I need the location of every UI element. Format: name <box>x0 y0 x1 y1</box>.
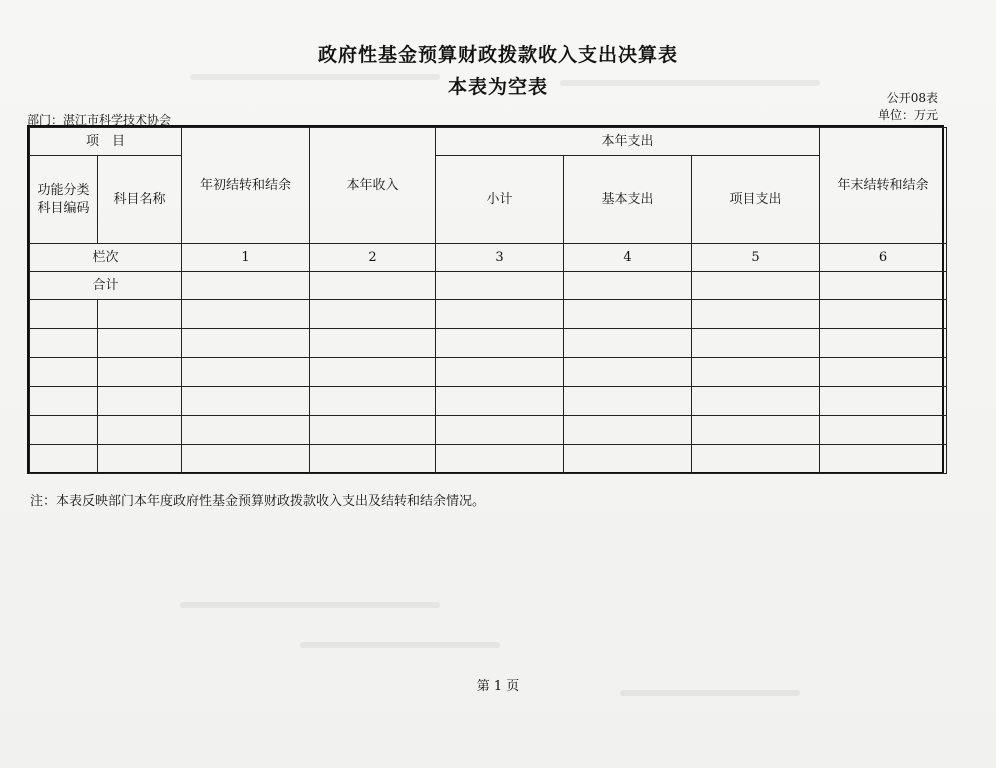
table-row <box>30 358 947 387</box>
table-cell <box>30 329 98 358</box>
table-cell <box>692 300 820 329</box>
column-number-6: 6 <box>820 244 947 272</box>
header-func-code: 功能分类 科目编码 <box>30 156 98 244</box>
table-row <box>30 300 947 329</box>
table-cell <box>564 358 692 387</box>
table-cell <box>182 416 310 445</box>
table-cell <box>564 329 692 358</box>
table-cell <box>436 387 564 416</box>
department-label: 部门：湛江市科学技术协会 <box>27 113 172 127</box>
table-cell <box>820 445 947 474</box>
table-cell <box>182 445 310 474</box>
table-cell <box>310 387 436 416</box>
table-cell <box>564 445 692 474</box>
table-note: 注：本表反映部门本年度政府性基金预算财政拨款收入支出及结转和结余情况。 <box>30 494 486 509</box>
table-cell <box>820 358 947 387</box>
table-cell <box>182 300 310 329</box>
page-number: 第 1 页 <box>476 679 520 694</box>
table-cell <box>98 387 182 416</box>
table-cell <box>310 329 436 358</box>
budget-table-frame <box>27 125 944 474</box>
table-cell <box>98 329 182 358</box>
header-subject-name: 科目名称 <box>98 156 182 244</box>
table-cell <box>436 329 564 358</box>
table-cell <box>692 387 820 416</box>
header-begin-balance: 年初结转和结余 <box>182 128 310 244</box>
table-cell <box>564 300 692 329</box>
table-cell <box>436 416 564 445</box>
table-cell <box>692 358 820 387</box>
header-expense-group: 本年支出 <box>436 128 820 156</box>
table-row <box>30 445 947 474</box>
table-cell <box>182 358 310 387</box>
table-cell <box>98 300 182 329</box>
page-subtitle: 本表为空表 <box>447 76 548 98</box>
table-cell <box>820 272 947 300</box>
header-basic-expense: 基本支出 <box>564 156 692 244</box>
form-code: 公开08表 <box>886 91 938 105</box>
table-row <box>30 329 947 358</box>
scan-artifact <box>180 602 440 608</box>
header-subtotal: 小计 <box>436 156 564 244</box>
table-row <box>30 416 947 445</box>
table-cell <box>436 358 564 387</box>
table-cell <box>692 416 820 445</box>
table-cell <box>436 445 564 474</box>
table-cell <box>436 300 564 329</box>
table-cell <box>30 300 98 329</box>
header-project-expense: 项目支出 <box>692 156 820 244</box>
table-cell <box>30 416 98 445</box>
table-cell <box>692 272 820 300</box>
table-cell <box>30 445 98 474</box>
table-cell <box>30 387 98 416</box>
column-number-3: 3 <box>436 244 564 272</box>
table-cell <box>310 445 436 474</box>
table-cell <box>820 329 947 358</box>
table-cell <box>436 272 564 300</box>
table-cell <box>310 300 436 329</box>
column-number-1: 1 <box>182 244 310 272</box>
row-total-label: 合计 <box>30 272 182 300</box>
column-number-4: 4 <box>564 244 692 272</box>
row-column-index-label: 栏次 <box>30 244 182 272</box>
table-cell <box>310 358 436 387</box>
table-cell <box>820 300 947 329</box>
table-cell <box>182 387 310 416</box>
table-cell <box>820 387 947 416</box>
table-row <box>30 387 947 416</box>
table-cell <box>692 445 820 474</box>
table-cell <box>310 272 436 300</box>
scan-artifact <box>300 642 500 648</box>
table-cell <box>692 329 820 358</box>
table-cell <box>564 416 692 445</box>
page-title: 政府性基金预算财政拨款收入支出决算表 <box>317 44 678 66</box>
table-cell <box>182 272 310 300</box>
header-end-balance: 年末结转和结余 <box>820 128 947 244</box>
table-cell <box>310 416 436 445</box>
table-cell <box>564 387 692 416</box>
table-cell <box>182 329 310 358</box>
table-cell <box>98 445 182 474</box>
table-cell <box>98 358 182 387</box>
column-number-5: 5 <box>692 244 820 272</box>
budget-table <box>29 127 947 474</box>
table-cell <box>30 358 98 387</box>
column-number-2: 2 <box>310 244 436 272</box>
table-cell <box>564 272 692 300</box>
header-item: 项 目 <box>30 128 182 156</box>
header-income: 本年收入 <box>310 128 436 244</box>
unit-label: 单位：万元 <box>877 108 938 122</box>
table-cell <box>820 416 947 445</box>
table-cell <box>98 416 182 445</box>
